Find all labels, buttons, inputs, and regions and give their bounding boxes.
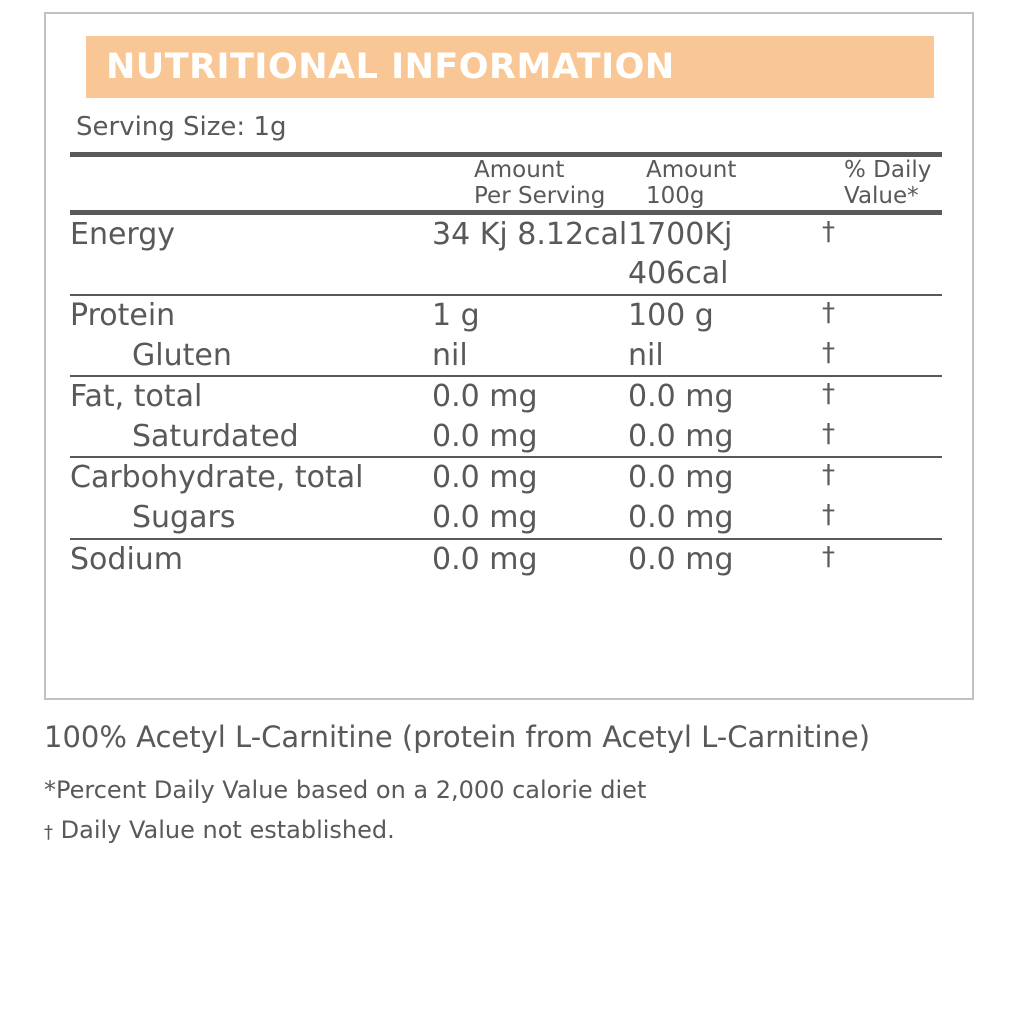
table-row <box>70 212 942 295</box>
table-row <box>70 376 942 417</box>
row-per-serving: 1 g <box>432 298 480 334</box>
dagger-note-line <box>44 816 984 844</box>
row-daily-value: † <box>822 336 942 377</box>
row-per-100g: 0.0 mg <box>628 379 734 415</box>
table-row <box>70 539 942 580</box>
table-row <box>70 336 942 377</box>
percent-daily-value-note: *Percent Daily Value based on a 2,000 calorie diet <box>44 776 647 804</box>
row-daily-value: † <box>822 298 835 329</box>
row-name: Fat, total <box>70 379 203 415</box>
table-row <box>70 498 942 539</box>
header-daily-value-line2: Value* <box>844 183 919 210</box>
row-per-100g: 0.0 mg <box>628 498 822 539</box>
row-daily-value: † <box>822 417 942 458</box>
table-header-row <box>70 155 942 213</box>
row-per-100g: 1700Kj 406cal <box>628 212 822 295</box>
header-daily-value <box>822 155 942 213</box>
dagger-note: Daily Value not established. <box>60 816 395 844</box>
row-name: Protein <box>70 298 176 334</box>
row-daily-value: † <box>822 212 942 295</box>
row-per-100g: 0.0 mg <box>628 417 822 458</box>
header-per-100g <box>628 155 822 213</box>
row-per-100g: 0.0 mg <box>628 541 734 577</box>
row-per-serving: 0.0 mg <box>432 379 538 415</box>
footnotes <box>44 720 984 856</box>
header-per-serving-line2: Per Serving <box>474 183 606 210</box>
nutrition-title-bar <box>86 36 934 98</box>
row-daily-value: † <box>822 379 835 410</box>
nutrition-panel <box>44 12 974 700</box>
row-name: Carbohydrate, total <box>70 460 364 496</box>
header-per-100g-line1: Amount <box>646 157 737 183</box>
header-daily-value-line1: % Daily <box>844 157 932 183</box>
row-name: Sodium <box>70 541 184 577</box>
row-per-100g: 0.0 mg <box>628 460 734 496</box>
page-title: NUTRITIONAL INFORMATION <box>106 47 675 87</box>
table-row <box>70 417 942 458</box>
table-row <box>70 457 942 498</box>
row-name: Energy <box>70 212 432 295</box>
row-name: Saturdated <box>70 417 432 458</box>
row-name: Gluten <box>70 336 432 377</box>
row-daily-value: † <box>822 460 835 491</box>
composition-note: 100% Acetyl L-Carnitine (protein from Acetyl L-Carnitine) <box>44 720 871 754</box>
header-per-100g-line2: 100g <box>646 183 705 210</box>
row-per-serving: 34 Kj 8.12cal <box>432 212 628 295</box>
row-per-serving: 0.0 mg <box>432 541 538 577</box>
table-row <box>70 295 942 336</box>
header-per-serving <box>432 155 628 213</box>
nutrition-table-wrapper <box>70 152 942 579</box>
header-blank <box>70 155 432 213</box>
row-per-100g: nil <box>628 336 822 377</box>
row-per-100g: 100 g <box>628 298 714 334</box>
row-name: Sugars <box>70 498 432 539</box>
row-per-serving: 0.0 mg <box>432 460 538 496</box>
row-per-serving: 0.0 mg <box>432 417 628 458</box>
serving-size-label: Serving Size: 1g <box>76 112 287 142</box>
row-per-serving: 0.0 mg <box>432 498 628 539</box>
row-per-serving: nil <box>432 336 628 377</box>
dagger-symbol: † <box>44 822 53 843</box>
nutrition-table <box>70 152 942 579</box>
row-daily-value: † <box>822 498 942 539</box>
header-per-serving-line1: Amount <box>474 157 565 183</box>
row-daily-value: † <box>822 541 835 572</box>
